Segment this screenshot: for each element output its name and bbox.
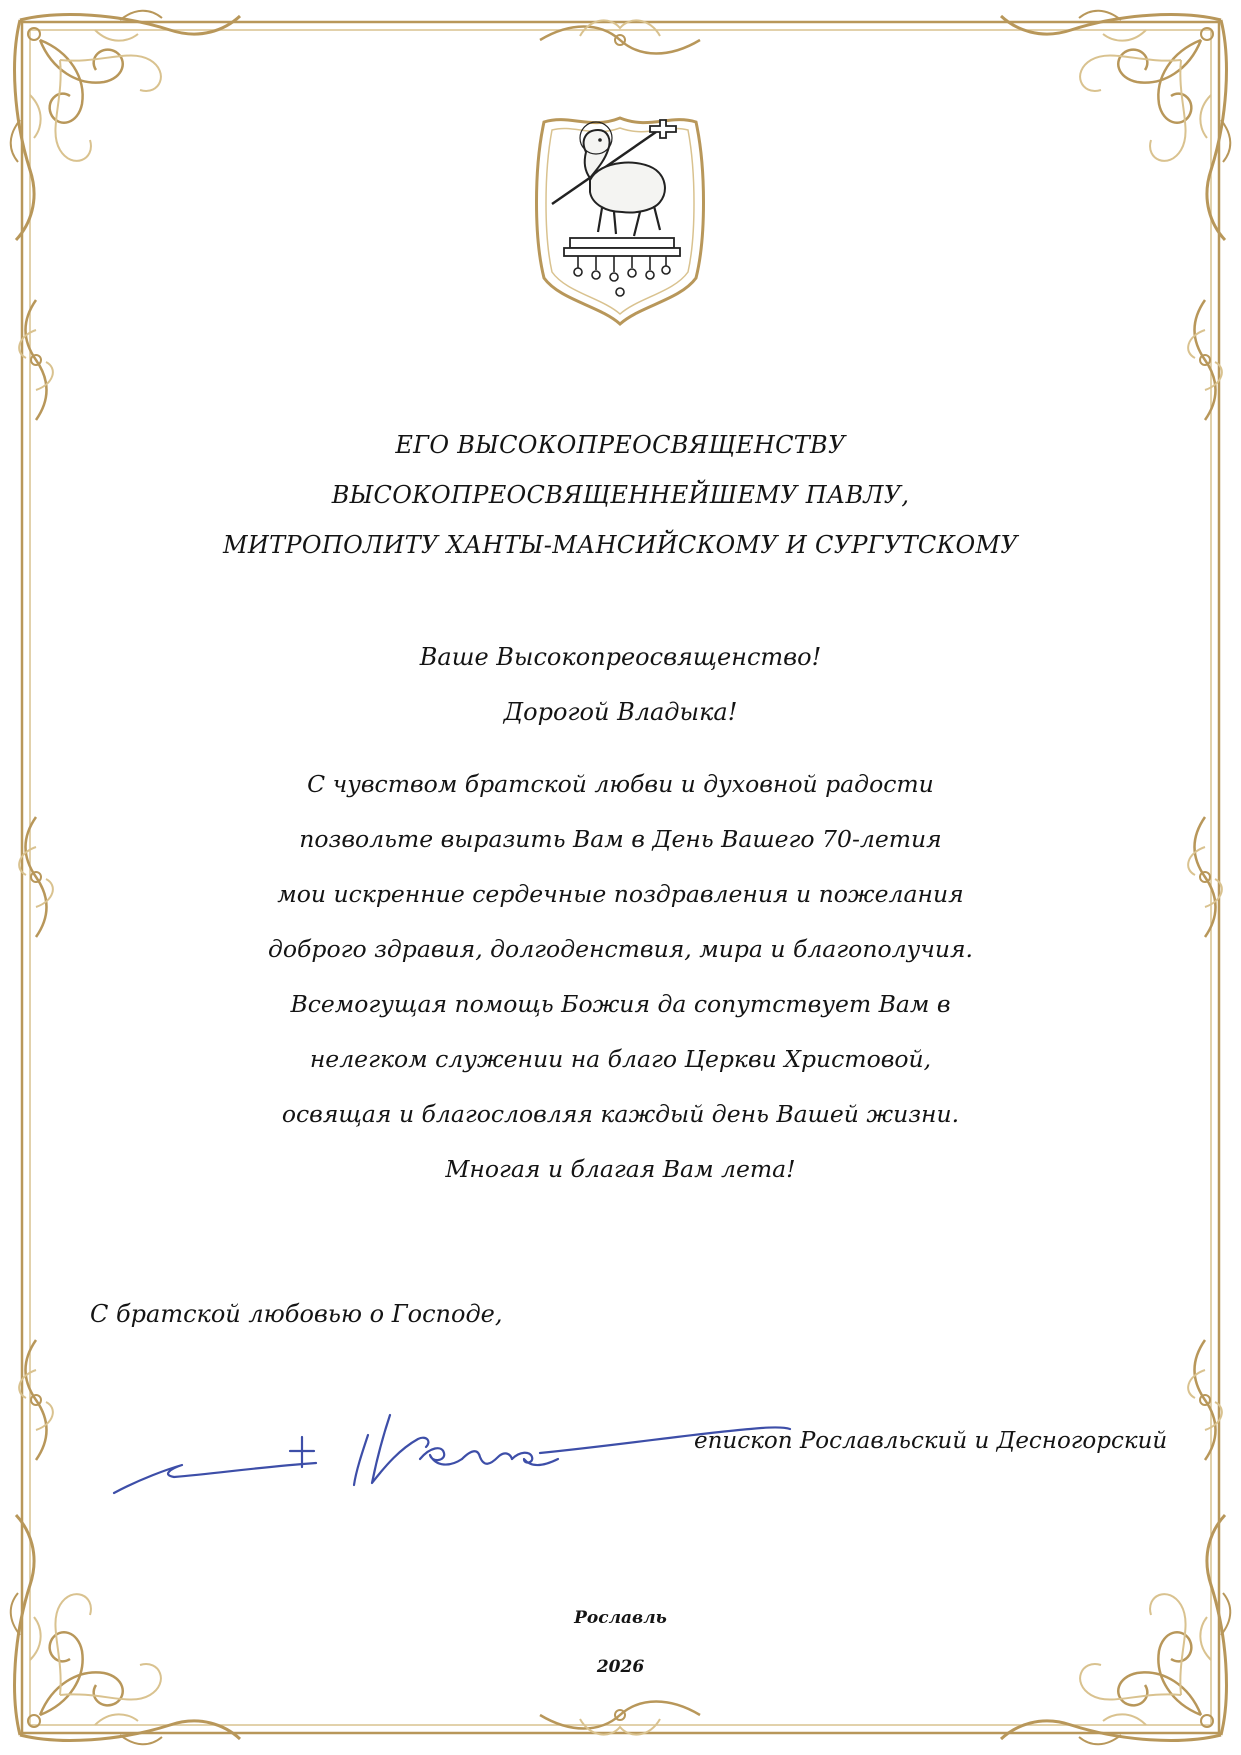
closing-phrase: С братской любовью о Господе, bbox=[90, 1300, 503, 1328]
addressee-line: ЕГО ВЫСОКОПРЕОСВЯЩЕНСТВУ bbox=[395, 431, 846, 459]
signer-title: епископ Рославльский и Десногорский bbox=[694, 1428, 1168, 1454]
body-line: Многая и благая Вам лета! bbox=[445, 1155, 796, 1183]
body-line: С чувством братской любви и духовной радости bbox=[307, 770, 934, 798]
place-name: Рославль bbox=[574, 1608, 667, 1628]
addressee-block bbox=[0, 420, 1241, 570]
body-line: доброго здравия, долгоденствия, мира и благополучия. bbox=[268, 935, 973, 963]
lamb-with-cross-crest bbox=[530, 108, 710, 330]
greeting-line: Дорогой Владыка! bbox=[503, 698, 738, 726]
body-line: мои искренние сердечные поздравления и пожелания bbox=[277, 880, 964, 908]
body-line: позвольте выразить Вам в День Вашего 70-летия bbox=[299, 825, 942, 853]
greeting-block bbox=[0, 630, 1241, 740]
body-line: Всемогущая помощь Божия да сопутствует Вам в bbox=[290, 990, 951, 1018]
greeting-line: Ваше Высокопреосвященство! bbox=[419, 643, 822, 671]
body-line: освящая и благословляя каждый день Вашей жизни. bbox=[281, 1100, 960, 1128]
addressee-line: ВЫСОКОПРЕОСВЯЩЕННЕЙШЕМУ ПАВЛУ, bbox=[331, 481, 910, 509]
congratulation-text bbox=[0, 757, 1241, 1197]
year: 2026 bbox=[596, 1657, 645, 1677]
body-line: нелегком служении на благо Церкви Христовой, bbox=[309, 1045, 932, 1073]
addressee-line: МИТРОПОЛИТУ ХАНТЫ-МАНСИЙСКОМУ И СУРГУТСКОМУ bbox=[223, 531, 1018, 559]
